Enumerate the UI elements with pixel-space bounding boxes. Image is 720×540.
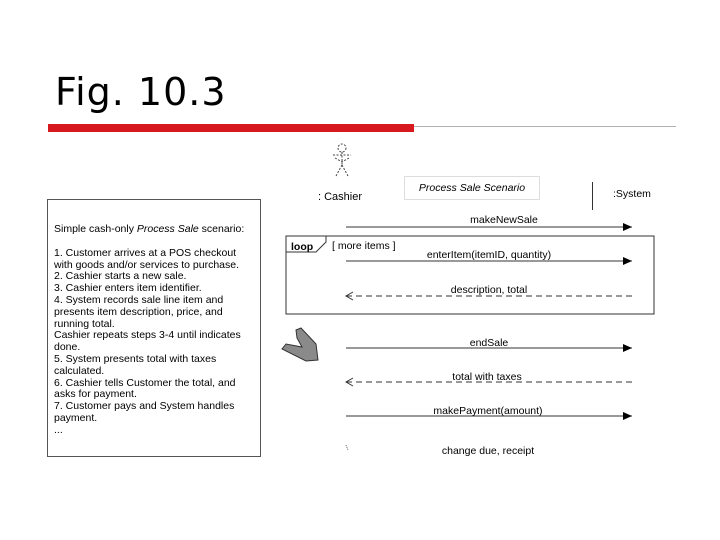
message-label: description, total bbox=[450, 284, 528, 296]
cashier-label: : Cashier bbox=[318, 191, 363, 203]
scenario-heading-prefix: Simple cash-only bbox=[54, 223, 137, 235]
cashier-actor-icon bbox=[333, 144, 351, 176]
frame-title: Process Sale Scenario bbox=[404, 176, 540, 200]
loop-guard: [ more items ] bbox=[332, 240, 396, 252]
hand-cursor-icon bbox=[282, 328, 318, 361]
message-label: endSale bbox=[469, 337, 509, 349]
message-label: total with taxes bbox=[452, 371, 522, 383]
message-arrowhead bbox=[623, 257, 632, 265]
message-arrowhead bbox=[623, 223, 632, 231]
system-label: :System bbox=[613, 188, 651, 200]
message-arrowhead bbox=[623, 344, 632, 352]
scenario-steps: 1. Customer arrives at a POS checkout with goods and/or services to purchase. 2. Cashier starts a new sale. 3. Cashier enters item identifier. 4. System records sale line item and presents item description, price, and running total. Cashier repeats steps 3-4 until indicates done. 5. System presents total with taxes calculated. 6. Cashier tells Customer the total, and asks for payment. 7. Customer pays and System handles payment. ... bbox=[54, 246, 241, 436]
message-arrowhead bbox=[623, 412, 632, 420]
slide-title: Fig. 10.3 bbox=[55, 70, 227, 114]
system-lifeline-head bbox=[592, 182, 674, 210]
scenario-heading-suffix: scenario: bbox=[198, 223, 245, 235]
message-label: change due, receipt bbox=[441, 445, 535, 457]
scenario-heading-italic: Process Sale bbox=[136, 223, 199, 235]
cashier-lifeline-stub bbox=[346, 445, 348, 450]
message-label: makeNewSale bbox=[470, 214, 538, 226]
message-label: enterItem(itemID, quantity) bbox=[426, 249, 552, 261]
loop-keyword: loop bbox=[291, 241, 314, 253]
message-label: makePayment(amount) bbox=[433, 405, 543, 417]
